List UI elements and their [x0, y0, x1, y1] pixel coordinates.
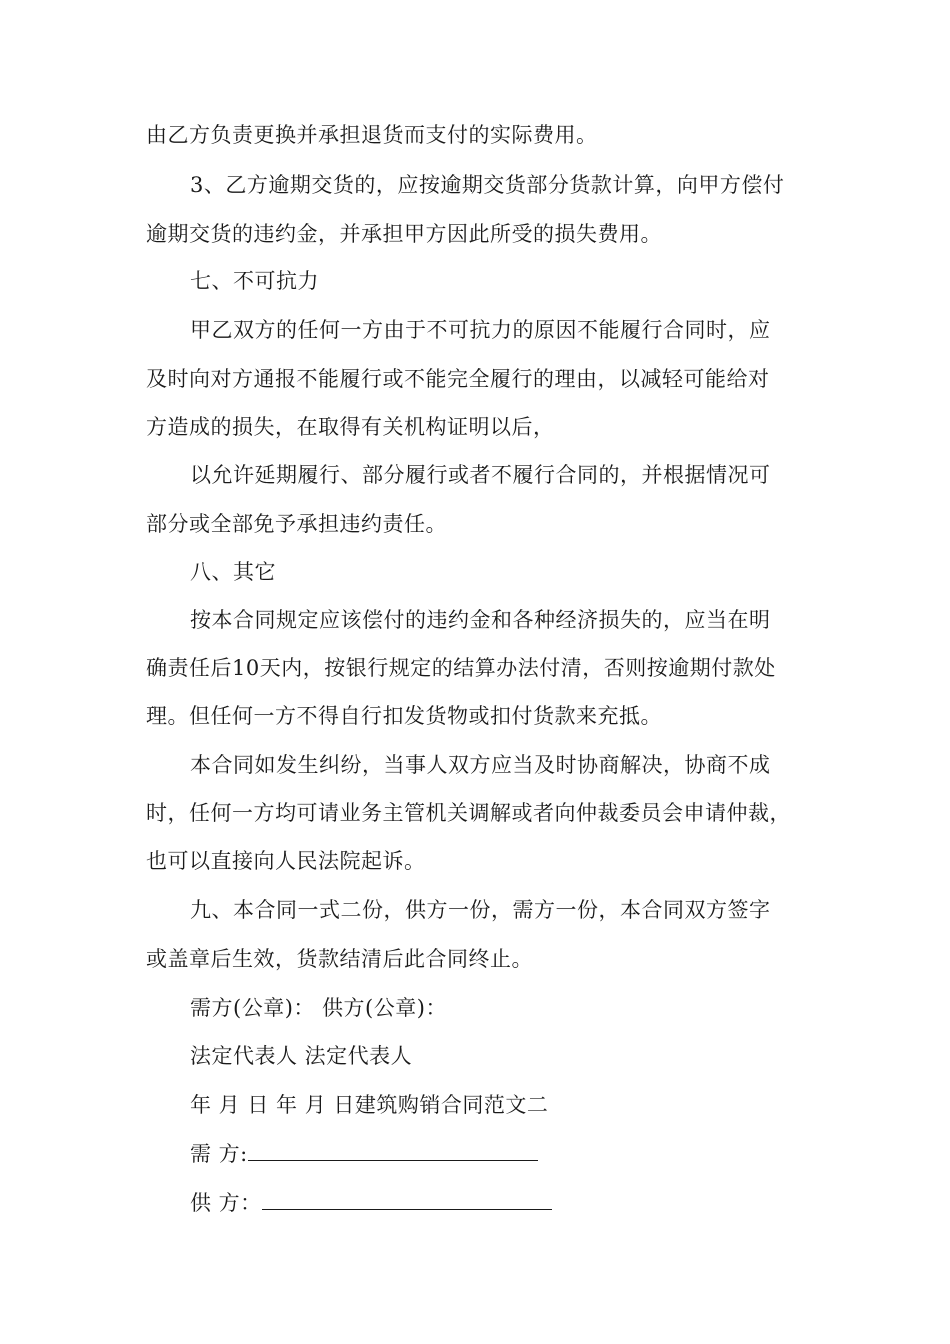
buyer-blank-field[interactable]	[248, 1138, 538, 1161]
text-line: 方造成的损失，在取得有关机构证明以后，	[146, 415, 555, 439]
text-line: 或盖章后生效，货款结清后此合同终止。	[146, 947, 533, 971]
text-line: 逾期交货的违约金，并承担甲方因此所受的损失费用。	[146, 222, 662, 246]
text-line: 按本合同规定应该偿付的违约金和各种经济损失的，应当在明	[190, 608, 771, 632]
supplier-label: 供 方：	[190, 1191, 262, 1215]
buyer-field-row	[190, 1138, 538, 1169]
text-line: 时，任何一方均可请业务主管机关调解或者向仲裁委员会申请仲裁，	[146, 801, 791, 825]
text-line: 九、本合同一式二份，供方一份，需方一份，本合同双方签字	[190, 898, 771, 922]
text-line: 以允许延期履行、部分履行或者不履行合同的，并根据情况可	[190, 463, 771, 487]
text-line: 部分或全部免予承担违约责任。	[146, 512, 447, 536]
legal-representative-line: 法定代表人 法定代表人	[190, 1044, 413, 1068]
text-line: 本合同如发生纠纷，当事人双方应当及时协商解决，协商不成	[190, 753, 771, 777]
text-line: 理。但任何一方不得自行扣发货物或扣付货款来充抵。	[146, 704, 662, 728]
supplier-blank-field[interactable]	[262, 1187, 552, 1210]
date-line: 年 月 日 年 月 日建筑购销合同范文二	[190, 1093, 549, 1117]
text-line: 确责任后10天内，按银行规定的结算办法付清，否则按逾期付款处	[146, 656, 776, 680]
text-line: 甲乙双方的任何一方由于不可抗力的原因不能履行合同时，应	[190, 318, 771, 342]
section-heading: 八、其它	[190, 560, 276, 584]
text-line: 3、乙方逾期交货的，应按逾期交货部分货款计算，向甲方偿付	[190, 173, 785, 197]
buyer-label: 需 方:	[190, 1142, 248, 1166]
text-line: 由乙方负责更换并承担退货而支付的实际费用。	[146, 123, 598, 147]
text-line: 也可以直接向人民法院起诉。	[146, 849, 426, 873]
signature-seal-line: 需方(公章)： 供方(公章)：	[190, 996, 447, 1020]
supplier-field-row	[190, 1187, 552, 1218]
text-line: 及时向对方通报不能履行或不能完全履行的理由，以减轻可能给对	[146, 367, 770, 391]
section-heading: 七、不可抗力	[190, 269, 319, 293]
